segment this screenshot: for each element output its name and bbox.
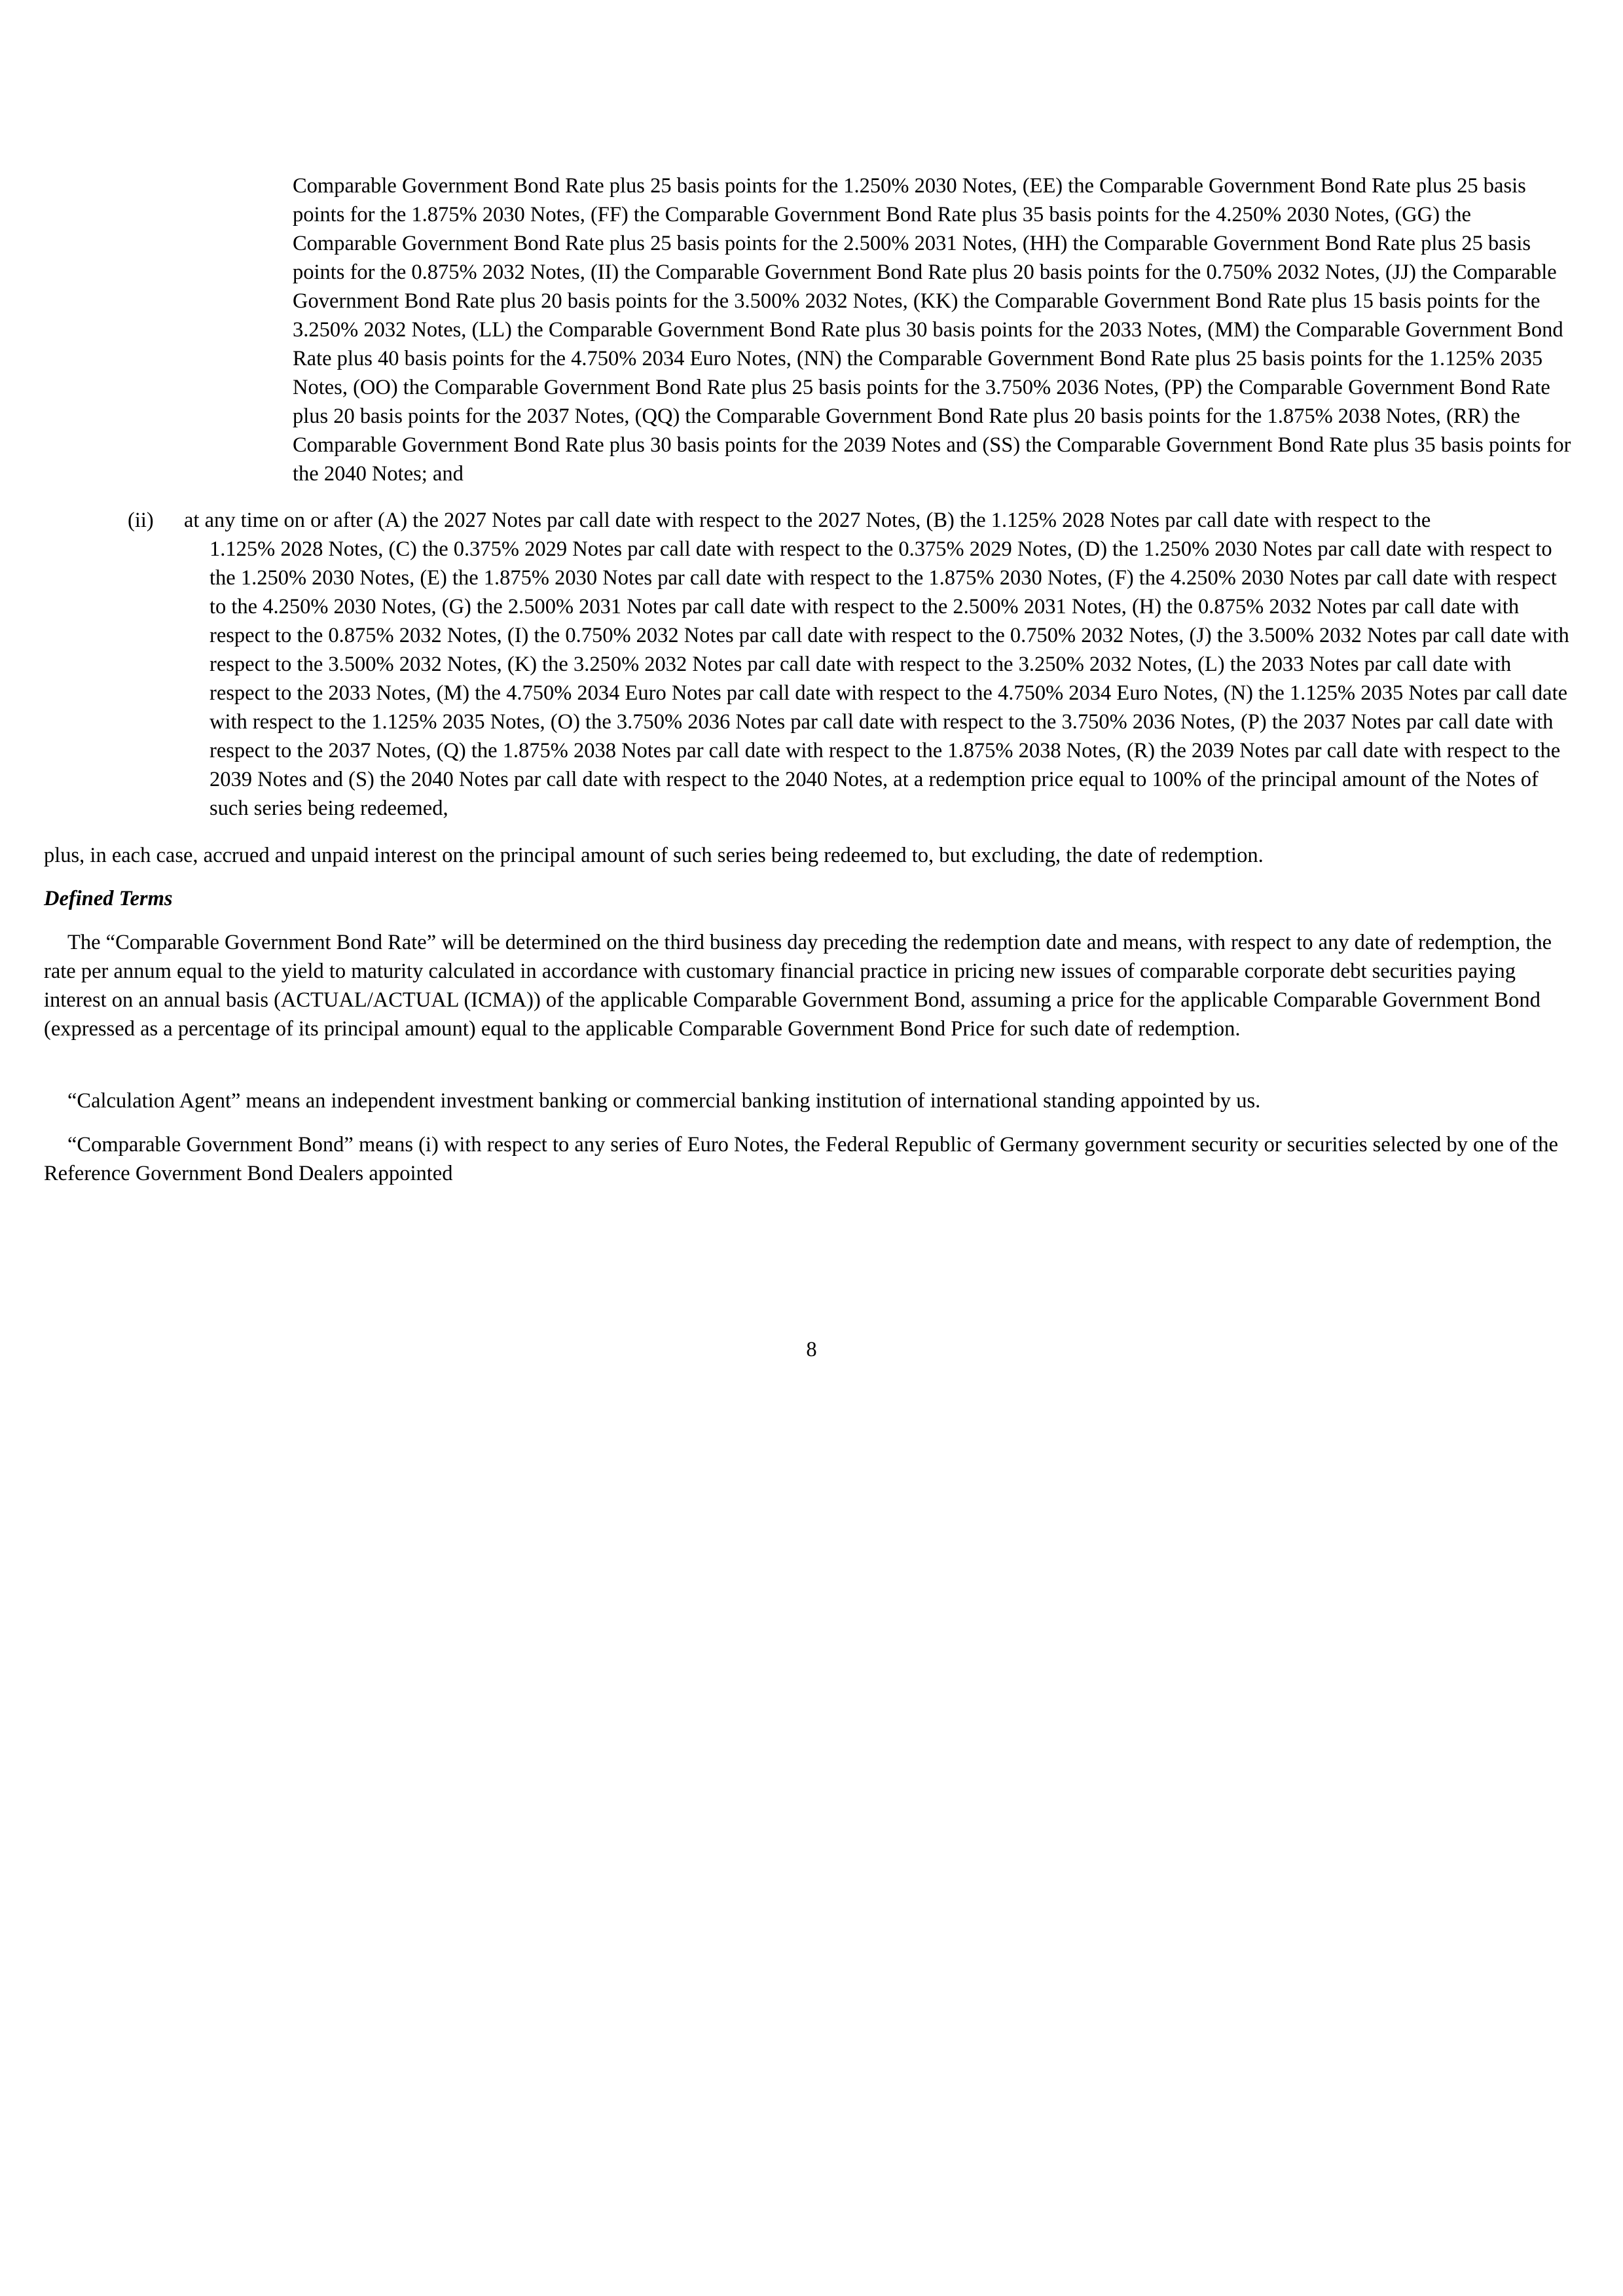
definition-calculation-agent: “Calculation Agent” means an independent investment banking or commercial banking institution of international standing appointed by us.	[67, 1089, 1261, 1113]
list-item-marker: (ii)	[128, 509, 154, 532]
definition-comparable-government-bond: “Comparable Government Bond” means (i) with respect to any series of Euro Notes, the Federal Republic of Germany government security or securities selected by one of the Reference Government Bond Dealers appointed	[44, 1133, 1558, 1185]
plus-clause-paragraph: plus, in each case, accrued and unpaid interest on the principal amount of such series being redeemed to, but excluding, the date of redemption.	[44, 844, 1264, 867]
list-item-first-line: at any time on or after (A) the 2027 Notes par call date with respect to the 2027 Notes, (B) the 1.125% 2028 Notes par call date with respect to the	[184, 509, 1431, 532]
definition-comparable-government-bond-rate: The “Comparable Government Bond Rate” will be determined on the third business day preceding the redemption date and means, with respect to any date of redemption, the rate per annum equal to the yield to maturity calculated in accordance with customary financial practice in pricing new issues of comparable corporate debt securities paying interest on an annual basis (ACTUAL/ACTUAL (ICMA)) of the applicable Comparable Government Bond, assuming a price for the applicable Comparable Government Bond (expressed as a percentage of its principal amount) equal to the applicable Comparable Government Bond Price for such date of redemption.	[44, 931, 1552, 1041]
list-item-body: 1.125% 2028 Notes, (C) the 0.375% 2029 Notes par call date with respect to the 0.375% 2029 Notes, (D) the 1.250% 2030 Notes par call date with respect to the 1.250% 2030 Notes, (E) the 1.875% 2030 Notes par call date with respect to the 1.875% 2030 Notes, (F) the 4.250% 2030 Notes par call date with respect to the 4.250% 2030 Notes, (G) the 2.500% 2031 Notes par call date with respect to the 2.500% 2031 Notes, (H) the 0.875% 2032 Notes par call date with respect to the 0.875% 2032 Notes, (I) the 0.750% 2032 Notes par call date with respect to the 0.750% 2032 Notes, (J) the 3.500% 2032 Notes par call date with respect to the 3.500% 2032 Notes, (K) the 3.250% 2032 Notes par call date with respect to the 3.250% 2032 Notes, (L) the 2033 Notes par call date with respect to the 2033 Notes, (M) the 4.750% 2034 Euro Notes par call date with respect to the 4.750% 2034 Euro Notes, (N) the 1.125% 2035 Notes par call date with respect to the 1.125% 2035 Notes, (O) the 3.750% 2036 Notes par call date with respect to the 3.750% 2036 Notes, (P) the 2037 Notes par call date with respect to the 2037 Notes, (Q) the 1.875% 2038 Notes par call date with respect to the 1.875% 2038 Notes, (R) the 2039 Notes par call date with respect to the 2039 Notes and (S) the 2040 Notes par call date with respect to the 2040 Notes, at a redemption price equal to 100% of the principal amount of the Notes of such series being redeemed,	[210, 537, 1569, 820]
page-number: 8	[806, 1338, 817, 1361]
section-heading: Defined Terms	[44, 887, 173, 910]
continuation-paragraph: Comparable Government Bond Rate plus 25 basis points for the 1.250% 2030 Notes, (EE) the Comparable Government Bond Rate plus 25 basis points for the 1.875% 2030 Notes, (FF) the Comparable Government Bond Rate plus 35 basis points for the 4.250% 2030 Notes, (GG) the Comparable Government Bond Rate plus 25 basis points for the 2.500% 2031 Notes, (HH) the Comparable Government Bond Rate plus 25 basis points for the 0.875% 2032 Notes, (II) the Comparable Government Bond Rate plus 20 basis points for the 0.750% 2032 Notes, (JJ) the Comparable Government Bond Rate plus 20 basis points for the 3.500% 2032 Notes, (KK) the Comparable Government Bond Rate plus 15 basis points for the 3.250% 2032 Notes, (LL) the Comparable Government Bond Rate plus 30 basis points for the 2033 Notes, (MM) the Comparable Government Bond Rate plus 40 basis points for the 4.750% 2034 Euro Notes, (NN) the Comparable Government Bond Rate plus 25 basis points for the 1.125% 2035 Notes, (OO) the Comparable Government Bond Rate plus 25 basis points for the 3.750% 2036 Notes, (PP) the Comparable Government Bond Rate plus 20 basis points for the 2037 Notes, (QQ) the Comparable Government Bond Rate plus 20 basis points for the 1.875% 2038 Notes, (RR) the Comparable Government Bond Rate plus 30 basis points for the 2039 Notes and (SS) the Comparable Government Bond Rate plus 35 basis points for the 2040 Notes; and	[293, 174, 1571, 486]
